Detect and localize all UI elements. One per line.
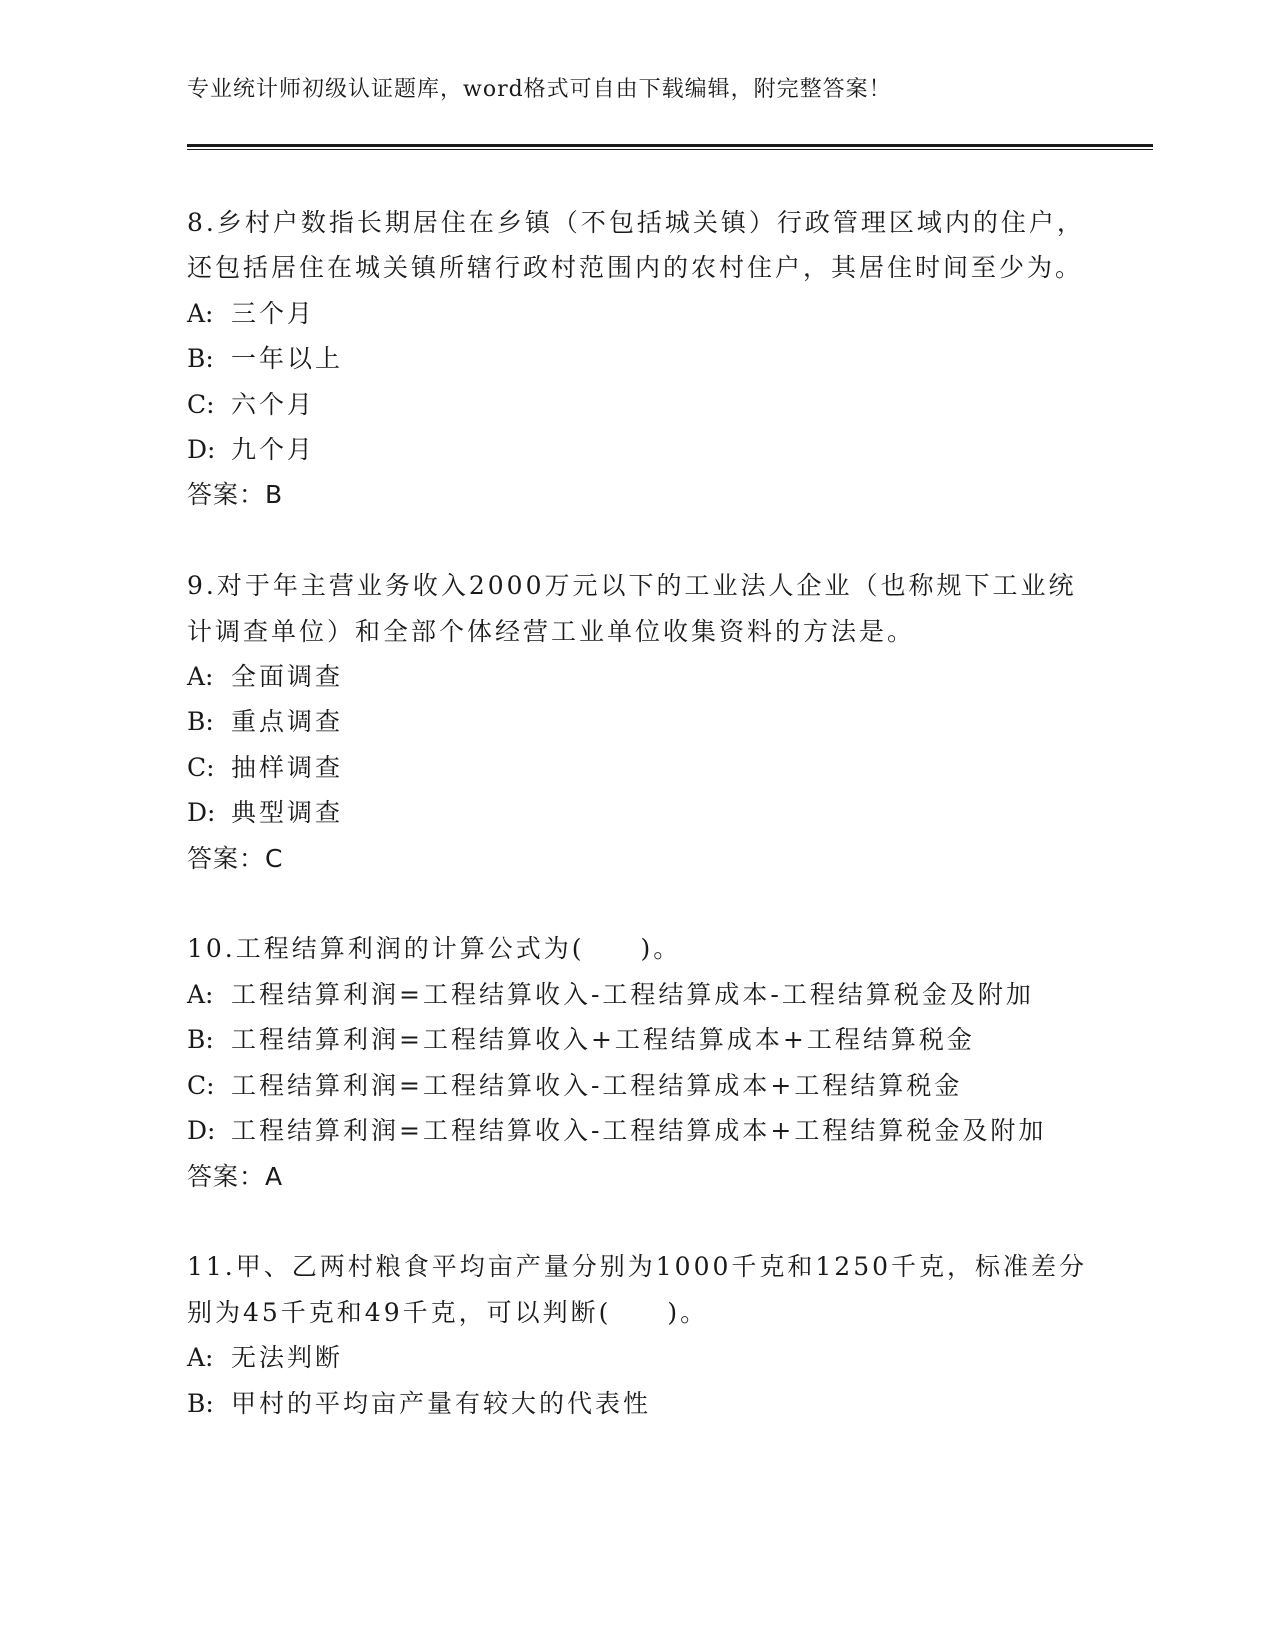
option-b <box>187 336 1087 381</box>
header-divider-thin <box>187 149 1153 150</box>
answer: 答案：C <box>187 843 284 873</box>
option-letter: A: <box>187 979 214 1009</box>
option-a <box>187 972 1087 1017</box>
option-text: 工程结算利润=工程结算收入-工程结算成本-工程结算税金及附加 <box>231 979 1034 1009</box>
option-text: 九个月 <box>231 435 316 465</box>
page-header: 专业统计师初级认证题库，word格式可自由下载编辑，附完整答案！ <box>187 77 892 102</box>
option-letter: A: <box>187 662 214 692</box>
option-text: 重点调查 <box>231 707 344 737</box>
option-text: 全面调查 <box>231 662 344 692</box>
option-letter: D: <box>187 1116 216 1146</box>
option-text: 工程结算利润=工程结算收入-工程结算成本+工程结算税金 <box>231 1070 963 1100</box>
option-d <box>187 427 1087 472</box>
question-stem: 9.对于年主营业务收入2000万元以下的工业法人企业（也称规下工业统计调查单位）和全部个体经营工业单位收集资料的方法是。 <box>187 571 1077 646</box>
answer: 答案：A <box>187 1161 284 1191</box>
option-letter: B: <box>187 1025 214 1055</box>
option-letter: B: <box>187 707 214 737</box>
option-text: 一年以上 <box>231 344 344 374</box>
option-letter: C: <box>187 752 215 782</box>
option-text: 三个月 <box>231 298 316 328</box>
option-c <box>187 745 1087 790</box>
option-letter: D: <box>187 435 216 465</box>
question-stem: 8.乡村户数指长期居住在乡镇（不包括城关镇）行政管理区域内的住户，还包括居住在城关镇所辖行政村范围内的农村住户，其居住时间至少为。 <box>187 208 1085 283</box>
option-text: 六个月 <box>231 389 316 419</box>
question-10 <box>187 926 1087 1198</box>
question-stem: 10.工程结算利润的计算公式为( )。 <box>187 934 682 964</box>
question-9 <box>187 563 1087 881</box>
option-b <box>187 699 1087 744</box>
option-a <box>187 1335 1087 1380</box>
question-stem: 11.甲、乙两村粮食平均亩产量分别为1000千克和1250千克，标准差分别为45千克和49千克，可以判断( )。 <box>187 1252 1088 1327</box>
option-letter: B: <box>187 344 214 374</box>
option-letter: C: <box>187 1070 215 1100</box>
question-list <box>187 200 1087 1471</box>
option-text: 典型调查 <box>231 798 344 828</box>
option-text: 无法判断 <box>231 1343 344 1373</box>
option-text: 甲村的平均亩产量有较大的代表性 <box>231 1388 652 1418</box>
option-letter: D: <box>187 798 216 828</box>
option-b <box>187 1381 1087 1426</box>
option-d <box>187 790 1087 835</box>
option-c <box>187 1063 1087 1108</box>
option-text: 抽样调查 <box>231 752 344 782</box>
option-letter: B: <box>187 1388 214 1418</box>
option-a <box>187 654 1087 699</box>
option-c <box>187 382 1087 427</box>
option-a <box>187 291 1087 336</box>
option-letter: A: <box>187 1343 214 1373</box>
option-text: 工程结算利润=工程结算收入+工程结算成本+工程结算税金 <box>231 1025 975 1055</box>
option-text: 工程结算利润=工程结算收入-工程结算成本+工程结算税金及附加 <box>231 1116 1047 1146</box>
option-letter: A: <box>187 298 214 328</box>
question-8 <box>187 200 1087 518</box>
option-b <box>187 1017 1087 1062</box>
header-divider-thick <box>187 144 1153 147</box>
answer: 答案：B <box>187 480 284 510</box>
option-d <box>187 1108 1087 1153</box>
option-letter: C: <box>187 389 215 419</box>
question-11 <box>187 1244 1087 1426</box>
